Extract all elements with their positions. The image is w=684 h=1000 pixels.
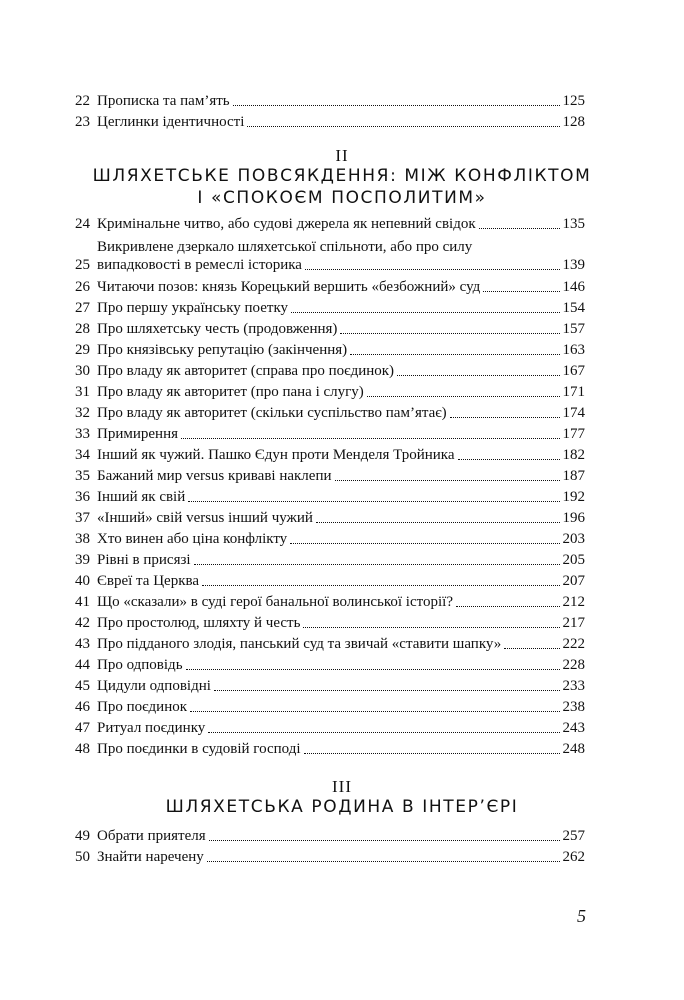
entry-line [97,635,585,653]
entry-number: 41 [75,594,90,610]
entry-line [97,404,585,422]
entry-number: 24 [75,216,90,232]
entry-body [97,677,585,695]
entry-line [97,383,585,401]
page-number: 5 [577,906,586,926]
entry-page-number: 171 [562,384,585,400]
entry-page-number: 207 [562,573,585,589]
dot-leader [504,648,559,649]
dot-leader [181,438,560,439]
entry-page-number: 163 [562,342,585,358]
toc-entry[interactable] [75,337,585,359]
section-title-line: І «СПОКОЄМ ПОСПОЛИТИМ» [197,188,487,208]
toc-entry[interactable] [75,568,585,590]
entry-line [97,320,585,338]
entry-number: 39 [75,552,90,568]
dot-leader [233,105,560,106]
toc-entry[interactable] [75,526,585,548]
entry-body [97,827,585,845]
toc-entry[interactable] [75,316,585,338]
entry-line [97,593,585,611]
entry-body [97,215,585,233]
entry-title: Кримінальне читво, або судові джерела як непевний свідок [97,216,476,232]
entry-body [97,299,585,317]
entry-title: Про князівську репутацію (закінчення) [97,342,348,358]
entry-page-number: 212 [562,594,585,610]
entry-title-continued: випадковості в ремеслі історика [97,257,302,273]
entry-title: Прописка та пам’ять [97,93,230,109]
entry-body [97,488,585,506]
entry-number: 27 [75,300,90,316]
toc-entry[interactable] [75,694,585,716]
entry-number: 49 [75,828,90,844]
entry-body [97,113,585,131]
entry-line [97,698,585,716]
entry-line [97,551,585,569]
entry-number: 48 [75,741,90,757]
entry-number: 35 [75,468,90,484]
entry-title: «Інший» свій versus інший чужий [97,510,313,526]
toc-entry[interactable] [75,463,585,485]
entry-title: Викривлене дзеркало шляхетської спільноти, або про силу [97,239,473,255]
entry-line [97,719,585,737]
entry-line [97,827,585,845]
section-title-line: ШЛЯХЕТСЬКЕ ПОВСЯКДЕННЯ: МІЖ КОНФЛІКТОМ [92,166,592,186]
entry-body [97,383,585,401]
toc-entry[interactable] [75,295,585,317]
entry-number: 50 [75,849,90,865]
entry-title: Інший як чужий. Пашко Єдун проти Менделя Тройника [97,447,455,463]
toc-entry[interactable] [75,421,585,443]
entry-line [97,614,585,632]
toc-entry[interactable] [75,442,585,464]
entry-body [97,238,585,274]
entry-title: Примирення [97,426,178,442]
entry-line [97,677,585,695]
entry-title: Про першу українську поетку [97,300,289,316]
entry-body [97,698,585,716]
entry-title: Знайти наречену [97,849,204,865]
entry-line [97,740,585,758]
entry-number: 40 [75,573,90,589]
entry-number: 46 [75,699,90,715]
dot-leader [247,126,559,127]
entry-body [97,740,585,758]
toc-entry[interactable] [75,547,585,569]
toc-entry[interactable] [75,232,585,274]
entry-number: 23 [75,114,90,130]
entry-page-number: 262 [562,849,585,865]
toc-entry[interactable] [75,844,585,866]
entry-body [97,509,585,527]
section-title-line: ШЛЯХЕТСЬКА РОДИНА В ІНТЕР’ЄРІ [165,797,519,817]
dot-leader [367,396,560,397]
toc-entry[interactable] [75,400,585,422]
entry-title: Про поєдинок [97,699,188,715]
entry-page-number: 125 [562,93,585,109]
entry-line [97,92,585,110]
entry-page-number: 187 [562,468,585,484]
dot-leader [479,228,560,229]
toc-entry[interactable] [75,211,585,233]
toc-entry[interactable] [75,505,585,527]
entry-body [97,656,585,674]
entry-title: Про одповідь [97,657,183,673]
entry-line [97,848,585,866]
entry-page-number: 257 [562,828,585,844]
entry-body [97,446,585,464]
entry-number: 42 [75,615,90,631]
entry-page-number: 128 [562,114,585,130]
entry-line [97,215,585,233]
entry-line [97,572,585,590]
entry-title: Про владу як авторитет (скільки суспільство пам’ятає) [97,405,447,421]
section-title [60,165,624,209]
entry-title: Бажаний мир versus криваві наклепи [97,468,332,484]
entry-page-number: 157 [562,321,585,337]
entry-number: 36 [75,489,90,505]
entry-number: 29 [75,342,90,358]
dot-leader [207,861,560,862]
dot-leader [335,480,560,481]
entry-number: 47 [75,720,90,736]
entry-line [97,509,585,527]
entry-number: 26 [75,279,90,295]
dot-leader [186,669,560,670]
entry-page-number: 192 [562,489,585,505]
entry-number: 25 [75,257,90,273]
dot-leader [350,354,559,355]
dot-leader [303,627,559,628]
entry-title: Цеглинки ідентичності [97,114,245,130]
dot-leader [291,312,559,313]
entry-title: Обрати приятеля [97,828,206,844]
toc-entry[interactable] [75,109,585,131]
dot-leader [209,840,560,841]
dot-leader [290,543,559,544]
entry-number: 44 [75,657,90,673]
entry-title: Читаючи позов: князь Корецький вершить «безбожний» суд [97,279,481,295]
entry-page-number: 233 [562,678,585,694]
entry-body [97,593,585,611]
entry-page-number: 139 [562,257,585,273]
toc-entry[interactable] [75,379,585,401]
entry-line [97,362,585,380]
entry-body [97,425,585,443]
entry-line [97,256,585,274]
toc-entry[interactable] [75,610,585,632]
section-numeral: III [332,777,352,796]
entry-number: 45 [75,678,90,694]
entry-number: 22 [75,93,90,109]
entry-page-number: 203 [562,531,585,547]
section-numeral: II [335,146,349,165]
entry-title: Ритуал поєдинку [97,720,206,736]
entry-number: 28 [75,321,90,337]
dot-leader [340,333,559,334]
entry-number: 32 [75,405,90,421]
entry-page-number: 222 [562,636,585,652]
entry-page-number: 177 [562,426,585,442]
entry-number: 37 [75,510,90,526]
entry-line [97,488,585,506]
entry-page-number: 154 [562,300,585,316]
entry-title: Рівні в присязі [97,552,191,568]
entry-page-number: 135 [562,216,585,232]
toc-entry[interactable] [75,652,585,674]
entry-page-number: 182 [562,447,585,463]
dot-leader [397,375,559,376]
entry-body [97,467,585,485]
dot-leader [190,711,559,712]
entry-line [97,530,585,548]
entry-title: Цидули одповідні [97,678,211,694]
entry-body [97,614,585,632]
entry-body [97,551,585,569]
entry-page-number: 146 [562,279,585,295]
entry-page-number: 196 [562,510,585,526]
entry-line [97,341,585,359]
dot-leader [304,753,560,754]
entry-page-number: 205 [562,552,585,568]
entry-body [97,572,585,590]
entry-page-number: 217 [562,615,585,631]
entry-body [97,635,585,653]
toc-entry[interactable] [75,358,585,380]
entry-title: Про шляхетську честь (продовження) [97,321,338,337]
entry-title: Про простолюд, шляхту й честь [97,615,301,631]
dot-leader [188,501,559,502]
entry-body [97,278,585,296]
toc-entry[interactable] [75,715,585,737]
entry-number: 31 [75,384,90,400]
entry-title: Про владу як авторитет (справа про поєдинок) [97,363,395,379]
entry-number: 30 [75,363,90,379]
entry-body [97,404,585,422]
dot-leader [305,269,560,270]
entry-line [97,113,585,131]
entry-number: 43 [75,636,90,652]
dot-leader [316,522,560,523]
toc-entry[interactable] [75,589,585,611]
entry-line [97,446,585,464]
entry-body [97,92,585,110]
section-title [60,796,624,818]
dot-leader [214,690,560,691]
entry-number: 34 [75,447,90,463]
entry-line [97,278,585,296]
entry-page-number: 228 [562,657,585,673]
entry-line [97,467,585,485]
entry-page-number: 248 [562,741,585,757]
entry-line [97,425,585,443]
toc-entry[interactable] [75,631,585,653]
entry-page-number: 167 [562,363,585,379]
entry-body [97,341,585,359]
toc-entry[interactable] [75,274,585,296]
entry-body [97,848,585,866]
entry-title: Про владу як авторитет (про пана і слугу) [97,384,364,400]
entry-number: 38 [75,531,90,547]
dot-leader [456,606,560,607]
entry-body [97,719,585,737]
entry-number: 33 [75,426,90,442]
entry-body [97,362,585,380]
toc-entry[interactable] [75,736,585,758]
toc-entry[interactable] [75,88,585,110]
entry-body [97,320,585,338]
entry-title: Хто винен або ціна конфлікту [97,531,288,547]
entry-title: Інший як свій [97,489,186,505]
dot-leader [450,417,560,418]
entry-page-number: 238 [562,699,585,715]
entry-line [97,656,585,674]
entry-title: Євреї та Церква [97,573,200,589]
toc-entry[interactable] [75,673,585,695]
toc-entry[interactable] [75,484,585,506]
entry-line [97,299,585,317]
dot-leader [458,459,560,460]
dot-leader [202,585,559,586]
entry-page-number: 174 [562,405,585,421]
toc-entry[interactable] [75,823,585,845]
entry-title: Що «сказали» в суді герої банальної волинської історії? [97,594,453,610]
dot-leader [194,564,560,565]
dot-leader [483,291,559,292]
dot-leader [208,732,559,733]
entry-title: Про підданого злодія, панський суд та звичай «ставити шапку» [97,636,502,652]
entry-title: Про поєдинки в судовій господі [97,741,301,757]
entry-page-number: 243 [562,720,585,736]
entry-body [97,530,585,548]
